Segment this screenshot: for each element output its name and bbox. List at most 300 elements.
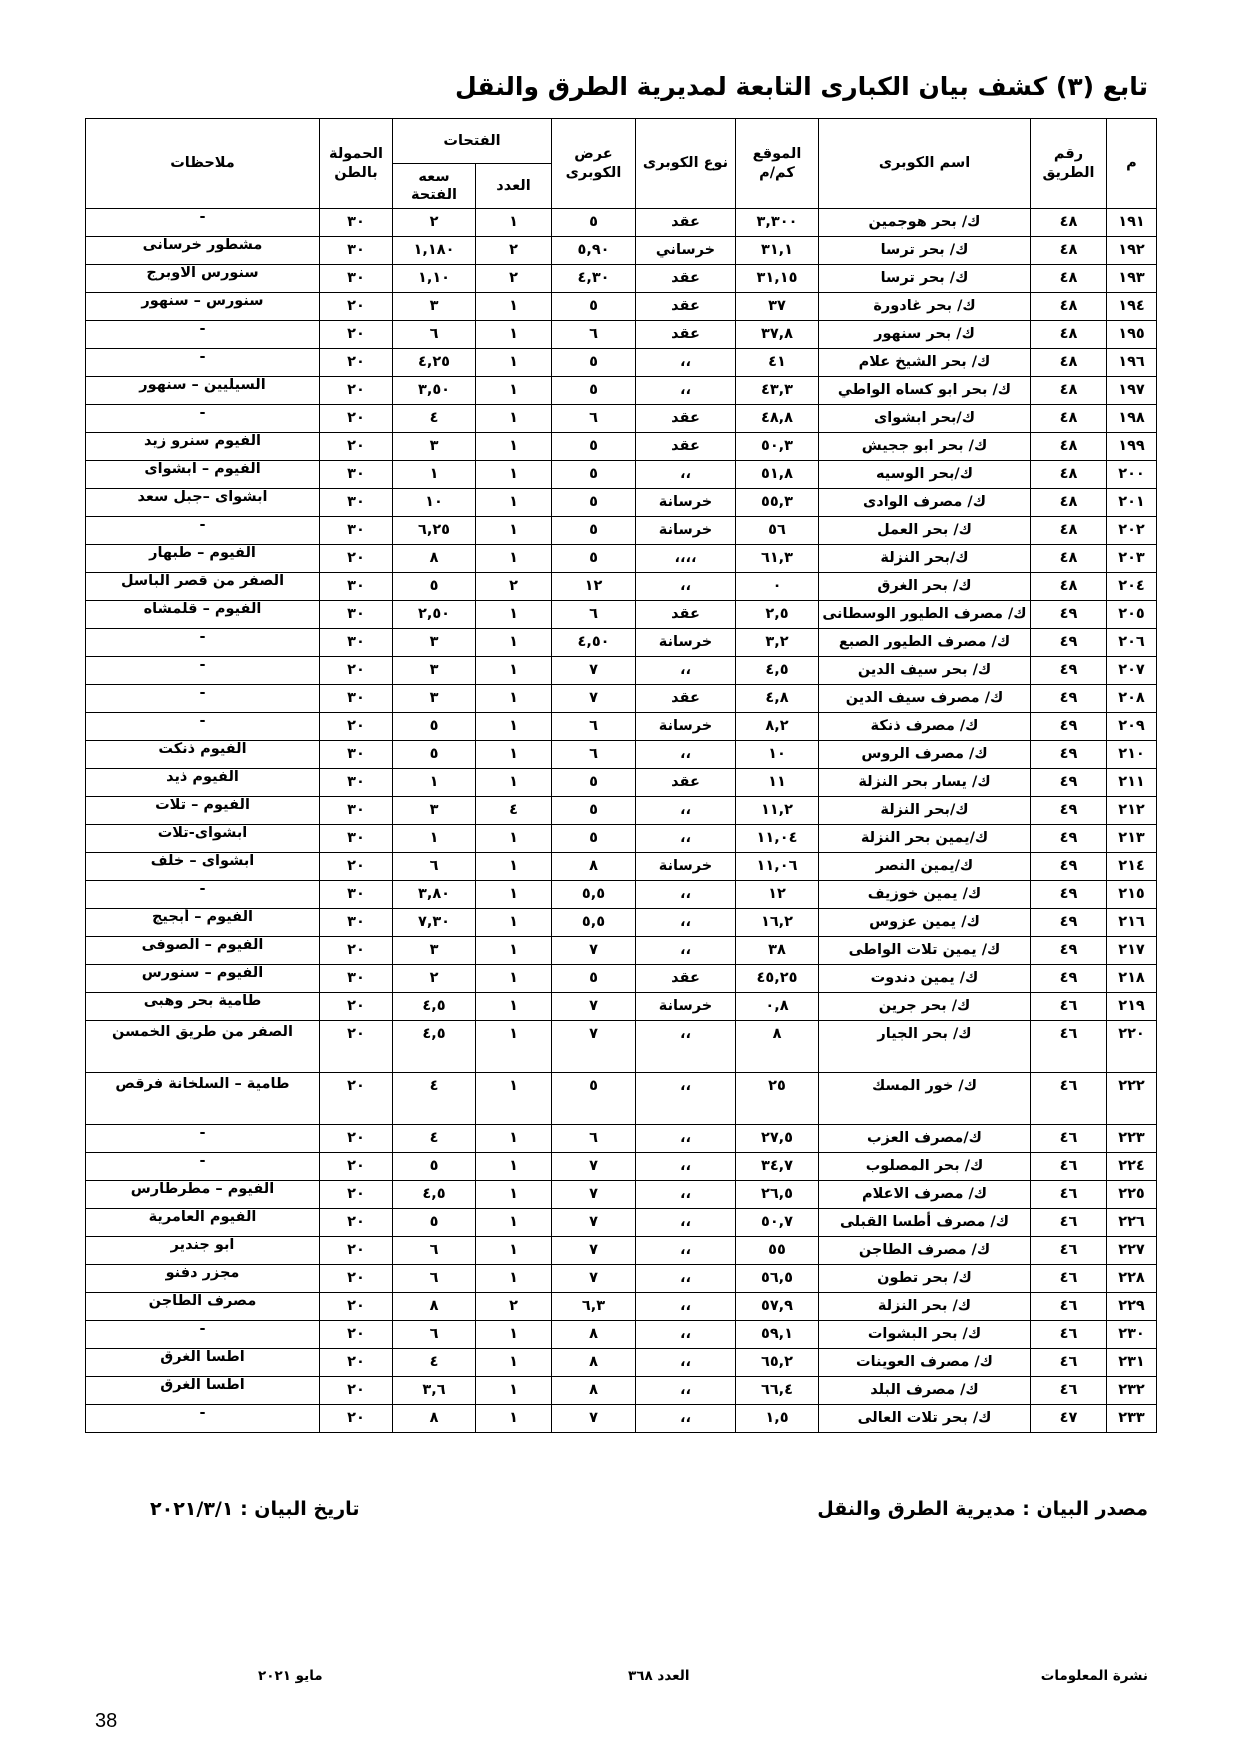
cell-opening-width: ٨ xyxy=(393,1405,476,1433)
cell-load: ٢٠ xyxy=(320,405,393,433)
cell-openings-count: ١ xyxy=(476,1021,552,1073)
cell-bridge-name: ك/بحر النزلة xyxy=(819,797,1031,825)
cell-bridge-width: ٧ xyxy=(552,1265,636,1293)
cell-road-number: ٤٦ xyxy=(1031,1293,1107,1321)
cell-openings-count: ١ xyxy=(476,1181,552,1209)
cell-opening-width: ٣,٦ xyxy=(393,1377,476,1405)
cell-bridge-type: عقد xyxy=(636,965,736,993)
cell-openings-count: ١ xyxy=(476,349,552,377)
cell-serial: ٢١٩ xyxy=(1107,993,1157,1021)
table-row xyxy=(86,601,1157,629)
table-row xyxy=(86,657,1157,685)
cell-openings-count: ١ xyxy=(476,1209,552,1237)
cell-load: ٢٠ xyxy=(320,1209,393,1237)
cell-opening-width: ٢ xyxy=(393,965,476,993)
cell-bridge-type: ،، xyxy=(636,573,736,601)
cell-bridge-width: ٧ xyxy=(552,1209,636,1237)
cell-opening-width: ٥ xyxy=(393,741,476,769)
cell-serial: ١٩٣ xyxy=(1107,265,1157,293)
cell-location: ٨,٢ xyxy=(736,713,819,741)
cell-load: ٢٠ xyxy=(320,1125,393,1153)
table-row xyxy=(86,573,1157,601)
cell-serial: ٢٠٨ xyxy=(1107,685,1157,713)
table-row xyxy=(86,797,1157,825)
cell-serial: ٢٠٠ xyxy=(1107,461,1157,489)
cell-bridge-type: ،، xyxy=(636,1377,736,1405)
cell-opening-width: ٦ xyxy=(393,1265,476,1293)
cell-load: ٢٠ xyxy=(320,545,393,573)
cell-opening-width: ١,١٠ xyxy=(393,265,476,293)
cell-serial: ٢١٧ xyxy=(1107,937,1157,965)
cell-opening-width: ٦ xyxy=(393,1237,476,1265)
cell-location: ٥٩,١ xyxy=(736,1321,819,1349)
cell-load: ٣٠ xyxy=(320,237,393,265)
cell-notes: طامية – السلخانة فرقص xyxy=(86,1073,320,1125)
cell-notes: الفيوم – ابشواى xyxy=(86,461,320,489)
cell-notes: ابشواى – خلف xyxy=(86,853,320,881)
cell-bridge-width: ٥ xyxy=(552,433,636,461)
cell-openings-count: ١ xyxy=(476,405,552,433)
cell-bridge-type: عقد xyxy=(636,433,736,461)
cell-load: ٢٠ xyxy=(320,1405,393,1433)
cell-opening-width: ١ xyxy=(393,825,476,853)
cell-bridge-type: ،، xyxy=(636,1405,736,1433)
cell-serial: ٢٢٥ xyxy=(1107,1181,1157,1209)
cell-location: ٦٦,٤ xyxy=(736,1377,819,1405)
cell-location: ١١ xyxy=(736,769,819,797)
cell-bridge-width: ٦ xyxy=(552,741,636,769)
cell-notes: اطسا الغرق xyxy=(86,1349,320,1377)
cell-bridge-type: عقد xyxy=(636,321,736,349)
cell-notes: مشطور خرسانى xyxy=(86,237,320,265)
cell-notes: الفيوم – الصوفى xyxy=(86,937,320,965)
cell-openings-count: ١ xyxy=(476,1153,552,1181)
cell-bridge-width: ٧ xyxy=(552,1405,636,1433)
cell-load: ٣٠ xyxy=(320,741,393,769)
cell-bridge-name: ك/ مصرف الاعلام xyxy=(819,1181,1031,1209)
table-row xyxy=(86,741,1157,769)
cell-bridge-width: ٦ xyxy=(552,1125,636,1153)
cell-notes: - xyxy=(86,1321,320,1349)
cell-bridge-type: ،، xyxy=(636,1237,736,1265)
cell-road-number: ٤٨ xyxy=(1031,265,1107,293)
cell-openings-count: ١ xyxy=(476,825,552,853)
cell-opening-width: ٣ xyxy=(393,657,476,685)
cell-bridge-type: عقد xyxy=(636,769,736,797)
cell-bridge-name: ك/ مصرف أطسا القبلى xyxy=(819,1209,1031,1237)
cell-load: ٢٠ xyxy=(320,1377,393,1405)
cell-bridge-name: ك/ بحر هوجمين xyxy=(819,209,1031,237)
table-row xyxy=(86,349,1157,377)
cell-location: ٤,٨ xyxy=(736,685,819,713)
cell-bridge-type: ،، xyxy=(636,1209,736,1237)
cell-bridge-width: ٨ xyxy=(552,1321,636,1349)
cell-openings-count: ١ xyxy=(476,881,552,909)
cell-openings-count: ١ xyxy=(476,321,552,349)
cell-road-number: ٤٨ xyxy=(1031,405,1107,433)
table-row xyxy=(86,769,1157,797)
cell-notes: - xyxy=(86,517,320,545)
cell-bridge-width: ٥ xyxy=(552,461,636,489)
cell-location: ١١,٠٦ xyxy=(736,853,819,881)
cell-location: ٢٥ xyxy=(736,1073,819,1125)
table-row xyxy=(86,377,1157,405)
cell-serial: ٢٢٢ xyxy=(1107,1073,1157,1125)
cell-road-number: ٤٦ xyxy=(1031,1125,1107,1153)
table-row xyxy=(86,853,1157,881)
cell-openings-count: ١ xyxy=(476,461,552,489)
cell-serial: ٢٠٣ xyxy=(1107,545,1157,573)
cell-bridge-width: ٥ xyxy=(552,293,636,321)
cell-openings-count: ١ xyxy=(476,489,552,517)
cell-load: ٣٠ xyxy=(320,265,393,293)
cell-bridge-name: ك/ خور المسك xyxy=(819,1073,1031,1125)
cell-bridge-width: ٧ xyxy=(552,685,636,713)
table-row xyxy=(86,629,1157,657)
cell-bridge-type: ،، xyxy=(636,825,736,853)
cell-road-number: ٤٨ xyxy=(1031,209,1107,237)
cell-openings-count: ١ xyxy=(476,1405,552,1433)
cell-opening-width: ٥ xyxy=(393,573,476,601)
cell-load: ٢٠ xyxy=(320,1237,393,1265)
cell-opening-width: ٣ xyxy=(393,937,476,965)
cell-road-number: ٤٦ xyxy=(1031,1237,1107,1265)
cell-bridge-width: ٤,٣٠ xyxy=(552,265,636,293)
cell-road-number: ٤٧ xyxy=(1031,1405,1107,1433)
cell-bridge-width: ٦ xyxy=(552,321,636,349)
cell-opening-width: ٧,٣٠ xyxy=(393,909,476,937)
cell-road-number: ٤٩ xyxy=(1031,909,1107,937)
page-title: تابع (٣) كشف بيان الكبارى التابعة لمديرية الطرق والنقل xyxy=(455,72,1148,101)
cell-road-number: ٤٨ xyxy=(1031,433,1107,461)
cell-serial: ٢٢٨ xyxy=(1107,1265,1157,1293)
cell-location: ٣٧ xyxy=(736,293,819,321)
cell-location: ٣١,١٥ xyxy=(736,265,819,293)
cell-openings-count: ١ xyxy=(476,1349,552,1377)
cell-openings-count: ١ xyxy=(476,601,552,629)
cell-load: ٣٠ xyxy=(320,909,393,937)
header-location: الموقع كم/م xyxy=(736,119,819,209)
cell-bridge-name: ك/ بحر النزلة xyxy=(819,1293,1031,1321)
cell-openings-count: ١ xyxy=(476,657,552,685)
cell-road-number: ٤٨ xyxy=(1031,461,1107,489)
cell-opening-width: ٣,٨٠ xyxy=(393,881,476,909)
cell-bridge-name: ك/ بحر تلات العالى xyxy=(819,1405,1031,1433)
cell-bridge-type: عقد xyxy=(636,293,736,321)
cell-openings-count: ١ xyxy=(476,629,552,657)
header-openings-count: العدد xyxy=(476,164,552,209)
cell-serial: ٢٢٧ xyxy=(1107,1237,1157,1265)
cell-bridge-width: ٥ xyxy=(552,965,636,993)
cell-opening-width: ٥ xyxy=(393,1153,476,1181)
cell-load: ٢٠ xyxy=(320,1265,393,1293)
cell-opening-width: ٤ xyxy=(393,1349,476,1377)
cell-load: ٢٠ xyxy=(320,433,393,461)
table-row xyxy=(86,825,1157,853)
cell-openings-count: ٢ xyxy=(476,265,552,293)
cell-bridge-width: ٦,٣ xyxy=(552,1293,636,1321)
cell-bridge-name: ك/ بحر الغرق xyxy=(819,573,1031,601)
table-row xyxy=(86,321,1157,349)
cell-bridge-type: ،، xyxy=(636,797,736,825)
cell-bridge-name: ك/ بحر الشيخ علام xyxy=(819,349,1031,377)
cell-bridge-name: ك/ مصرف الروس xyxy=(819,741,1031,769)
cell-opening-width: ٣ xyxy=(393,293,476,321)
cell-bridge-type: عقد xyxy=(636,685,736,713)
cell-notes: الفيوم – مطرطارس xyxy=(86,1181,320,1209)
cell-load: ٢٠ xyxy=(320,1181,393,1209)
cell-location: ٥٦ xyxy=(736,517,819,545)
cell-location: ١١,٠٤ xyxy=(736,825,819,853)
cell-notes: - xyxy=(86,209,320,237)
cell-serial: ٢٣٢ xyxy=(1107,1377,1157,1405)
header-bridge-name: اسم الكوبرى xyxy=(819,119,1031,209)
cell-bridge-width: ٨ xyxy=(552,853,636,881)
header-load: الحمولة بالطن xyxy=(320,119,393,209)
cell-serial: ١٩٨ xyxy=(1107,405,1157,433)
cell-serial: ١٩٤ xyxy=(1107,293,1157,321)
cell-location: ٠ xyxy=(736,573,819,601)
cell-bridge-width: ٥ xyxy=(552,517,636,545)
cell-bridge-type: ،، xyxy=(636,1349,736,1377)
cell-bridge-width: ٧ xyxy=(552,1237,636,1265)
cell-road-number: ٤٩ xyxy=(1031,713,1107,741)
cell-opening-width: ٤,٥ xyxy=(393,1021,476,1073)
cell-road-number: ٤٦ xyxy=(1031,1073,1107,1125)
cell-bridge-width: ٥ xyxy=(552,377,636,405)
table-row xyxy=(86,209,1157,237)
table-row xyxy=(86,1125,1157,1153)
cell-openings-count: ٤ xyxy=(476,797,552,825)
cell-bridge-type: ،، xyxy=(636,881,736,909)
cell-road-number: ٤٦ xyxy=(1031,993,1107,1021)
cell-load: ٢٠ xyxy=(320,1321,393,1349)
cell-notes: - xyxy=(86,349,320,377)
cell-location: ٤,٥ xyxy=(736,657,819,685)
cell-road-number: ٤٨ xyxy=(1031,573,1107,601)
cell-road-number: ٤٩ xyxy=(1031,741,1107,769)
cell-openings-count: ٢ xyxy=(476,1293,552,1321)
cell-opening-width: ٣,٥٠ xyxy=(393,377,476,405)
cell-bridge-type: ،، xyxy=(636,937,736,965)
cell-bridge-name: ك/ مصرف الطيور الصبع xyxy=(819,629,1031,657)
cell-bridge-name: ك/ بحر ترسا xyxy=(819,265,1031,293)
cell-location: ٤٨,٨ xyxy=(736,405,819,433)
table-row xyxy=(86,1377,1157,1405)
cell-location: ٢٦,٥ xyxy=(736,1181,819,1209)
cell-opening-width: ٦,٢٥ xyxy=(393,517,476,545)
cell-load: ٢٠ xyxy=(320,377,393,405)
cell-road-number: ٤٨ xyxy=(1031,517,1107,545)
cell-location: ٤١ xyxy=(736,349,819,377)
cell-bridge-type: ،، xyxy=(636,461,736,489)
cell-load: ٣٠ xyxy=(320,517,393,545)
cell-bridge-name: ك/يمين بحر النزلة xyxy=(819,825,1031,853)
cell-road-number: ٤٩ xyxy=(1031,685,1107,713)
cell-openings-count: ١ xyxy=(476,713,552,741)
cell-bridge-type: عقد xyxy=(636,601,736,629)
cell-load: ٢٠ xyxy=(320,713,393,741)
cell-bridge-type: ،، xyxy=(636,1021,736,1073)
cell-load: ٣٠ xyxy=(320,573,393,601)
cell-notes: الصفر من قصر الباسل xyxy=(86,573,320,601)
cell-bridge-name: ك/ بحر الجيار xyxy=(819,1021,1031,1073)
cell-location: ٤٥,٢٥ xyxy=(736,965,819,993)
cell-bridge-name: ك/ بحر سنهور xyxy=(819,321,1031,349)
cell-bridge-type: خرسانة xyxy=(636,853,736,881)
cell-notes: طامية بحر وهبى xyxy=(86,993,320,1021)
table-row xyxy=(86,937,1157,965)
cell-bridge-type: خرسانة xyxy=(636,489,736,517)
table-row xyxy=(86,1153,1157,1181)
cell-serial: ٢١٥ xyxy=(1107,881,1157,909)
table-row xyxy=(86,405,1157,433)
cell-bridge-name: ك/ بحر غادورة xyxy=(819,293,1031,321)
cell-location: ٥١,٨ xyxy=(736,461,819,489)
table-row xyxy=(86,1181,1157,1209)
cell-openings-count: ١ xyxy=(476,769,552,797)
table-row xyxy=(86,1209,1157,1237)
cell-location: ٥٠,٧ xyxy=(736,1209,819,1237)
cell-bridge-name: ك/ مصرف سيف الدين xyxy=(819,685,1031,713)
cell-opening-width: ٤,٥ xyxy=(393,993,476,1021)
cell-opening-width: ١,١٨٠ xyxy=(393,237,476,265)
cell-notes: الفيوم ذيد xyxy=(86,769,320,797)
table-row xyxy=(86,433,1157,461)
cell-road-number: ٤٩ xyxy=(1031,853,1107,881)
cell-location: ٥٧,٩ xyxy=(736,1293,819,1321)
cell-openings-count: ١ xyxy=(476,377,552,405)
cell-opening-width: ١ xyxy=(393,461,476,489)
cell-openings-count: ٢ xyxy=(476,237,552,265)
cell-load: ٢٠ xyxy=(320,853,393,881)
cell-bridge-name: ك/ مصرف ذنكة xyxy=(819,713,1031,741)
cell-load: ٣٠ xyxy=(320,797,393,825)
cell-location: ٥٥,٣ xyxy=(736,489,819,517)
cell-load: ٣٠ xyxy=(320,461,393,489)
cell-location: ٦١,٣ xyxy=(736,545,819,573)
cell-serial: ٢٠١ xyxy=(1107,489,1157,517)
cell-bridge-width: ٦ xyxy=(552,601,636,629)
cell-road-number: ٤٩ xyxy=(1031,657,1107,685)
issue-number: العدد ٣٦٨ xyxy=(628,1668,690,1684)
cell-bridge-type: ،، xyxy=(636,377,736,405)
cell-serial: ٢١٣ xyxy=(1107,825,1157,853)
table-row xyxy=(86,1237,1157,1265)
cell-road-number: ٤٦ xyxy=(1031,1153,1107,1181)
cell-bridge-name: ك/ بحر ابو كساه الواطي xyxy=(819,377,1031,405)
cell-bridge-name: ك/ بحر ابو ججيش xyxy=(819,433,1031,461)
cell-notes: الفيوم ذنكت xyxy=(86,741,320,769)
cell-bridge-width: ٥ xyxy=(552,797,636,825)
cell-bridge-width: ٥ xyxy=(552,825,636,853)
cell-notes: - xyxy=(86,321,320,349)
cell-bridge-name: ك/ بحر تطون xyxy=(819,1265,1031,1293)
cell-serial: ٢١٤ xyxy=(1107,853,1157,881)
header-openings: الفتحات xyxy=(393,119,552,164)
cell-openings-count: ١ xyxy=(476,685,552,713)
cell-openings-count: ١ xyxy=(476,1377,552,1405)
cell-opening-width: ٨ xyxy=(393,1293,476,1321)
cell-bridge-type: خرسانة xyxy=(636,713,736,741)
cell-serial: ٢٠٢ xyxy=(1107,517,1157,545)
cell-road-number: ٤٦ xyxy=(1031,1209,1107,1237)
cell-bridge-type: ،، xyxy=(636,349,736,377)
cell-bridge-type: ،، xyxy=(636,741,736,769)
cell-load: ٣٠ xyxy=(320,209,393,237)
cell-bridge-width: ٥ xyxy=(552,1073,636,1125)
cell-serial: ٢٢٩ xyxy=(1107,1293,1157,1321)
cell-openings-count: ١ xyxy=(476,1125,552,1153)
cell-opening-width: ٣ xyxy=(393,629,476,657)
cell-bridge-name: ك/ بحر سيف الدين xyxy=(819,657,1031,685)
cell-bridge-type: عقد xyxy=(636,209,736,237)
cell-serial: ٢١٨ xyxy=(1107,965,1157,993)
cell-location: ١٠ xyxy=(736,741,819,769)
cell-notes: الصفر من طريق الخمسن xyxy=(86,1021,320,1073)
cell-bridge-width: ٥,٥ xyxy=(552,881,636,909)
cell-opening-width: ٤ xyxy=(393,1125,476,1153)
header-bridge-type: نوع الكوبرى xyxy=(636,119,736,209)
cell-bridge-type: خرسانة xyxy=(636,629,736,657)
bridges-table xyxy=(85,118,1157,1433)
cell-bridge-width: ٥ xyxy=(552,769,636,797)
cell-serial: ٢٢٦ xyxy=(1107,1209,1157,1237)
cell-load: ٣٠ xyxy=(320,769,393,797)
cell-bridge-width: ١٢ xyxy=(552,573,636,601)
table-row xyxy=(86,1073,1157,1125)
cell-serial: ٢٠٦ xyxy=(1107,629,1157,657)
cell-load: ٣٠ xyxy=(320,965,393,993)
cell-road-number: ٤٦ xyxy=(1031,1181,1107,1209)
cell-bridge-type: ،، xyxy=(636,1073,736,1125)
cell-location: ٦٥,٢ xyxy=(736,1349,819,1377)
cell-location: ٠,٨ xyxy=(736,993,819,1021)
cell-bridge-width: ٦ xyxy=(552,405,636,433)
table-row xyxy=(86,1349,1157,1377)
cell-location: ٤٣,٣ xyxy=(736,377,819,405)
cell-load: ٢٠ xyxy=(320,937,393,965)
header-serial: م xyxy=(1107,119,1157,209)
cell-bridge-name: ك/بحر الوسيه xyxy=(819,461,1031,489)
cell-bridge-type: عقد xyxy=(636,265,736,293)
table-row xyxy=(86,1405,1157,1433)
table-body xyxy=(86,209,1157,1433)
cell-bridge-width: ٨ xyxy=(552,1377,636,1405)
cell-notes: - xyxy=(86,713,320,741)
cell-road-number: ٤٩ xyxy=(1031,825,1107,853)
cell-opening-width: ٣ xyxy=(393,797,476,825)
cell-notes: - xyxy=(86,657,320,685)
cell-notes: السيليين – سنهور xyxy=(86,377,320,405)
cell-opening-width: ٤,٢٥ xyxy=(393,349,476,377)
cell-road-number: ٤٨ xyxy=(1031,237,1107,265)
table-row xyxy=(86,1265,1157,1293)
cell-openings-count: ١ xyxy=(476,909,552,937)
cell-opening-width: ٢ xyxy=(393,209,476,237)
cell-opening-width: ٤,٥ xyxy=(393,1181,476,1209)
table-row xyxy=(86,965,1157,993)
cell-road-number: ٤٦ xyxy=(1031,1349,1107,1377)
cell-load: ٣٠ xyxy=(320,489,393,517)
cell-location: ٥٥ xyxy=(736,1237,819,1265)
cell-bridge-name: ك/ يسار بحر النزلة xyxy=(819,769,1031,797)
cell-location: ٥٠,٣ xyxy=(736,433,819,461)
cell-bridge-width: ٥,٥ xyxy=(552,909,636,937)
cell-openings-count: ١ xyxy=(476,1321,552,1349)
cell-opening-width: ١ xyxy=(393,769,476,797)
cell-serial: ٢٢٤ xyxy=(1107,1153,1157,1181)
